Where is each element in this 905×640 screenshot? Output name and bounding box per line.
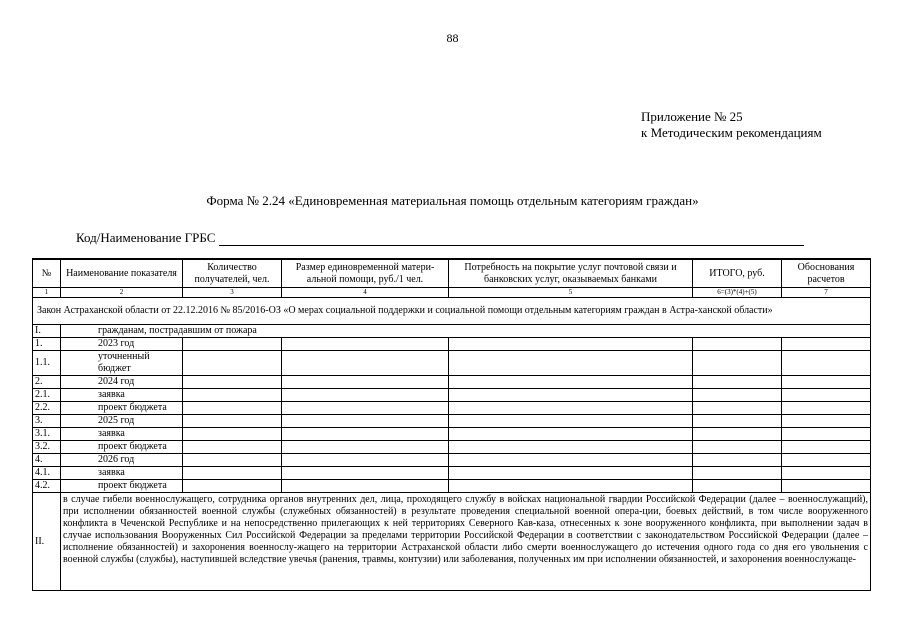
row-number: I. — [33, 325, 61, 338]
value-cell[interactable] — [693, 351, 782, 376]
grbs-field — [76, 230, 804, 246]
value-cell[interactable] — [282, 376, 449, 389]
row-number: 4. — [33, 454, 61, 467]
law-text: Закон Астраханской области от 22.12.2016 № 85/2016-ОЗ «О мерах социальной поддержки и социальной помощи отдельным категориям граждан в Астра-ханской области» — [33, 298, 871, 325]
value-cell[interactable] — [449, 338, 693, 351]
row-number: 2.1. — [33, 389, 61, 402]
row-label: 2025 год — [61, 415, 183, 428]
row-number: 3.1. — [33, 428, 61, 441]
column-number: 7 — [782, 288, 871, 298]
value-cell[interactable] — [693, 467, 782, 480]
value-cell[interactable] — [449, 376, 693, 389]
table-row — [33, 467, 871, 480]
table-row — [33, 441, 871, 454]
table-row — [33, 338, 871, 351]
row-label: заявка — [61, 389, 183, 402]
column-number: 1 — [33, 288, 61, 298]
value-cell[interactable] — [782, 402, 871, 415]
value-cell[interactable] — [693, 415, 782, 428]
table-row — [33, 376, 871, 389]
header-postal-bank-services: Потребность на покрытие услуг почтовой связи и банковских услуг, оказываемых банками — [449, 259, 693, 288]
value-cell[interactable] — [782, 351, 871, 376]
value-cell[interactable] — [782, 428, 871, 441]
table-row — [33, 480, 871, 493]
column-number: 5 — [449, 288, 693, 298]
value-cell[interactable] — [782, 338, 871, 351]
value-cell[interactable] — [693, 480, 782, 493]
column-number: 2 — [61, 288, 183, 298]
column-numbers-row — [33, 288, 871, 298]
value-cell[interactable] — [449, 402, 693, 415]
appendix-note — [641, 109, 822, 141]
value-cell[interactable] — [183, 480, 282, 493]
value-cell[interactable] — [693, 389, 782, 402]
row-number: 4.2. — [33, 480, 61, 493]
value-cell[interactable] — [449, 467, 693, 480]
table-header-row — [33, 259, 871, 288]
row-label: проект бюджета — [61, 402, 183, 415]
value-cell[interactable] — [282, 480, 449, 493]
value-cell[interactable] — [693, 338, 782, 351]
grbs-label: Код/Наименование ГРБС — [76, 230, 216, 245]
value-cell[interactable] — [282, 351, 449, 376]
header-indicator-name: Наименование показателя — [61, 259, 183, 288]
value-cell[interactable] — [183, 402, 282, 415]
column-number: 4 — [282, 288, 449, 298]
header-aid-amount: Размер единовременной матери-альной помощи, руб./1 чел. — [282, 259, 449, 288]
value-cell[interactable] — [782, 415, 871, 428]
row-label: проект бюджета — [61, 441, 183, 454]
table-row — [33, 428, 871, 441]
value-cell[interactable] — [183, 467, 282, 480]
value-cell[interactable] — [449, 454, 693, 467]
value-cell[interactable] — [183, 441, 282, 454]
row-label: заявка — [61, 467, 183, 480]
value-cell[interactable] — [782, 389, 871, 402]
value-cell[interactable] — [449, 415, 693, 428]
column-number: 6=(3)*(4)+(5) — [693, 288, 782, 298]
row-number: 1.1. — [33, 351, 61, 376]
section-2-row — [33, 493, 871, 591]
value-cell[interactable] — [782, 467, 871, 480]
value-cell[interactable] — [782, 480, 871, 493]
value-cell[interactable] — [782, 376, 871, 389]
value-cell[interactable] — [183, 351, 282, 376]
value-cell[interactable] — [693, 402, 782, 415]
row-number: 2.2. — [33, 402, 61, 415]
section-1-row — [33, 325, 871, 338]
grbs-input-line[interactable] — [219, 232, 804, 246]
value-cell[interactable] — [282, 402, 449, 415]
value-cell[interactable] — [782, 454, 871, 467]
row-number: 1. — [33, 338, 61, 351]
row-label: 2026 год — [61, 454, 183, 467]
row-number: 4.1. — [33, 467, 61, 480]
row-number: 3. — [33, 415, 61, 428]
value-cell[interactable] — [183, 338, 282, 351]
row-label: 2023 год — [61, 338, 183, 351]
value-cell[interactable] — [449, 480, 693, 493]
value-cell[interactable] — [282, 467, 449, 480]
value-cell[interactable] — [782, 441, 871, 454]
section-2-text: в случае гибели военнослужащего, сотрудника органов внутренних дел, лица, проходящего службу в войсках национальной гвардии Российской Федерации (далее – военнослужащий), при исполнении обязанностей военной службы (служебных обязанностей) в результате проведения специальной военной опера-ции, боевых действий, в том числе вооруженного конфликта в Чеченской Республике и на непосредственно прилегающих к ней территориях Северного Кав-каза, отнесенных к зоне вооруженного конфликта, при выполнении задач в случае использования Вооруженных Сил Российской Федерации за пределами территории Российской Федерации в соответствии с законодательством Российской Федерации (далее – исполнение обязанностей) и захоронения военнослу-жащего на территории Астраханской области либо смерти военнослужащего до истечения одного года со дня его увольнения с военной службы (службы), наступившей вследствие увечья (ранения, травмы, контузии) или заболевания, полученных им при исполнении обязанностей, и захоронения военнослужаще- — [61, 493, 871, 591]
header-recipients-count: Количество получателей, чел. — [183, 259, 282, 288]
table-row — [33, 415, 871, 428]
value-cell[interactable] — [449, 389, 693, 402]
value-cell[interactable] — [183, 415, 282, 428]
value-cell[interactable] — [282, 415, 449, 428]
form-table — [32, 258, 871, 591]
value-cell[interactable] — [693, 428, 782, 441]
value-cell[interactable] — [449, 428, 693, 441]
column-number: 3 — [183, 288, 282, 298]
form-title: Форма № 2.24 «Единовременная материальная помощь отдельным категориям граждан» — [206, 193, 699, 208]
value-cell[interactable] — [183, 454, 282, 467]
value-cell[interactable] — [693, 441, 782, 454]
value-cell[interactable] — [183, 428, 282, 441]
value-cell[interactable] — [282, 389, 449, 402]
row-label: проект бюджета — [61, 480, 183, 493]
value-cell[interactable] — [282, 428, 449, 441]
table-row — [33, 351, 871, 376]
row-number: II. — [33, 493, 61, 591]
row-label: уточненный бюджет — [61, 351, 183, 376]
value-cell[interactable] — [449, 351, 693, 376]
value-cell[interactable] — [449, 441, 693, 454]
table-row — [33, 454, 871, 467]
row-number: 2. — [33, 376, 61, 389]
section-1-label: гражданам, пострадавшим от пожара — [61, 325, 871, 338]
row-label: заявка — [61, 428, 183, 441]
appendix-line-1: Приложение № 25 — [641, 109, 743, 124]
value-cell[interactable] — [693, 454, 782, 467]
value-cell[interactable] — [282, 338, 449, 351]
appendix-line-2: к Методическим рекомендациям — [641, 125, 822, 140]
table-row — [33, 402, 871, 415]
table-row — [33, 389, 871, 402]
value-cell[interactable] — [282, 454, 449, 467]
header-justification: Обоснования расчетов — [782, 259, 871, 288]
row-label: 2024 год — [61, 376, 183, 389]
value-cell[interactable] — [183, 389, 282, 402]
row-number: 3.2. — [33, 441, 61, 454]
value-cell[interactable] — [183, 376, 282, 389]
value-cell[interactable] — [693, 376, 782, 389]
header-total: ИТОГО, руб. — [693, 259, 782, 288]
value-cell[interactable] — [282, 441, 449, 454]
page-number: 88 — [446, 31, 459, 45]
law-row — [33, 298, 871, 325]
header-no: № — [33, 259, 61, 288]
